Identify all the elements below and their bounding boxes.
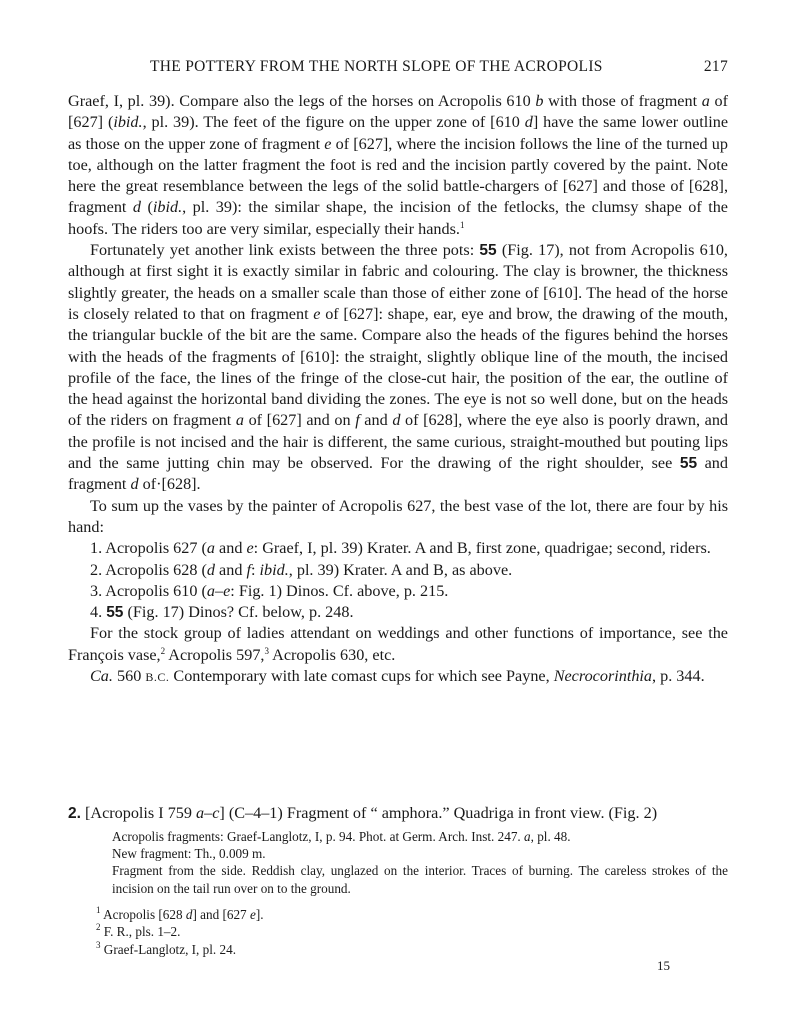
footnote-ref-2: 2 (160, 645, 166, 656)
page-number: 217 (703, 58, 728, 75)
catalogue-number: 55 (479, 242, 497, 260)
list-item: 3. Acropolis 610 (a–e: Fig. 1) Dinos. Cf. above, p. 215. (90, 581, 449, 600)
catalogue-entry (68, 803, 728, 824)
paragraph-5: Ca. 560 B.C. Contemporary with late comast cups for which see Payne, Necrocorinthia, p. 344. (90, 667, 705, 686)
list-item: 2. Acropolis 628 (d and f: ibid., pl. 39) Krater. A and B, as above. (90, 560, 513, 579)
detail-line: New fragment: Th., 0.009 m. (112, 846, 266, 862)
paragraph-3: To sum up the vases by the painter of Acropolis 627, the best vase of the lot, there are four by his hand: (68, 496, 728, 536)
list-item: 1. Acropolis 627 (a and e: Graef, I, pl. 39) Krater. A and B, first zone, quadrigae; second, riders. (90, 539, 711, 558)
paragraph-2: Fortunately yet another link exists between the three pots: 55 (Fig. 17), not from Acropolis 610, although at first sight it is exactly similar in fabric and colouring. The clay is browner, the thickness slightly greater, the heads on a smaller scale than those of either zone of [610]. The head of the horse is closely related to that on fragment e of [627]: shape, ear, eye and brow, the drawing of the mouth, the triangular buckle of the bit are the same. Compare also the heads of the figures behind the horses with the heads of the fragments of [610]: the straight, slightly oblique line of the mouth, the incised profile of the face, the lines of the fringe of the close-cut hair, the position of the ear, the outline of the head against the horizontal band dividing the zones. The eye is not so well done, but on the heads of the riders on fragment a of [627] and on f and d of [628], where the eye also is poorly drawn, and the profile is not incised and the hair is different, the same curious, straight-mouthed but pouting lips and the same jutting chin may be observed. For the drawing of the right shoulder, see 55 and fragment d of·[628]. (68, 241, 729, 494)
footnotes (96, 906, 728, 958)
running-header (68, 58, 728, 80)
signature-mark: 15 (657, 958, 670, 973)
entry-details (112, 828, 728, 897)
main-text (68, 91, 728, 688)
footnote-ref-3: 3 (264, 645, 269, 656)
catalogue-number: 55 (679, 455, 698, 473)
catalogue-entry-heading: 2. [Acropolis I 759 a–c] (C–4–1) Fragment of “ amphora.” Quadriga in front view. (Fig. 2) (68, 804, 658, 822)
running-title: THE POTTERY FROM THE NORTH SLOPE OF THE ACROPOLIS (150, 58, 603, 75)
entry-number: 2. (68, 805, 81, 822)
footnote: $^3$ Graef-Langlotz, I, pl. 24. (96, 939, 236, 957)
paragraph-4: For the stock group of ladies attendant on weddings and other functions of importance, see the François vase,$^2$ Acropolis 597,$^3$ Acropolis 630, etc. (68, 624, 728, 664)
footnote: $^1$ Acropolis [628 d] and [627 e]. (96, 905, 264, 922)
detail-line: Fragment from the side. Reddish clay, unglazed on the interior. Traces of burning. The careless strokes of the incision on the tail run over on to the ground. (112, 863, 728, 896)
catalogue-number: 55 (106, 604, 124, 622)
footnote-ref-1: 1 (459, 219, 465, 230)
paragraph-1: Graef, I, pl. 39). Compare also the legs of the horses on Acropolis 610 b with those of fragment a of [627] (ibid., pl. 39). The feet of the figure on the upper zone of [610 d] have the same lower outline as those on the upper zone of fragment e of [627], where the incision follows the line of the turned up toe, although on the latter fragment the foot is red and the incision partly covered by the paint. Note here the great resemblance between the legs of the solid battle-chargers of [627] and those of [628], fragment d (ibid., pl. 39): the similar shape, the incision of the fetlocks, the clumsy shape of the hoofs. The riders too are very similar, especially their hands.$^1$ (68, 92, 729, 238)
list-item: 4. 55 (Fig. 17) Dinos? Cf. below, p. 248. (90, 603, 354, 622)
detail-line: Acropolis fragments: Graef-Langlotz, I, p. 94. Phot. at Germ. Arch. Inst. 247. a, pl. 48. (112, 829, 571, 844)
footnote: $^2$ F. R., pls. 1–2. (96, 922, 181, 940)
